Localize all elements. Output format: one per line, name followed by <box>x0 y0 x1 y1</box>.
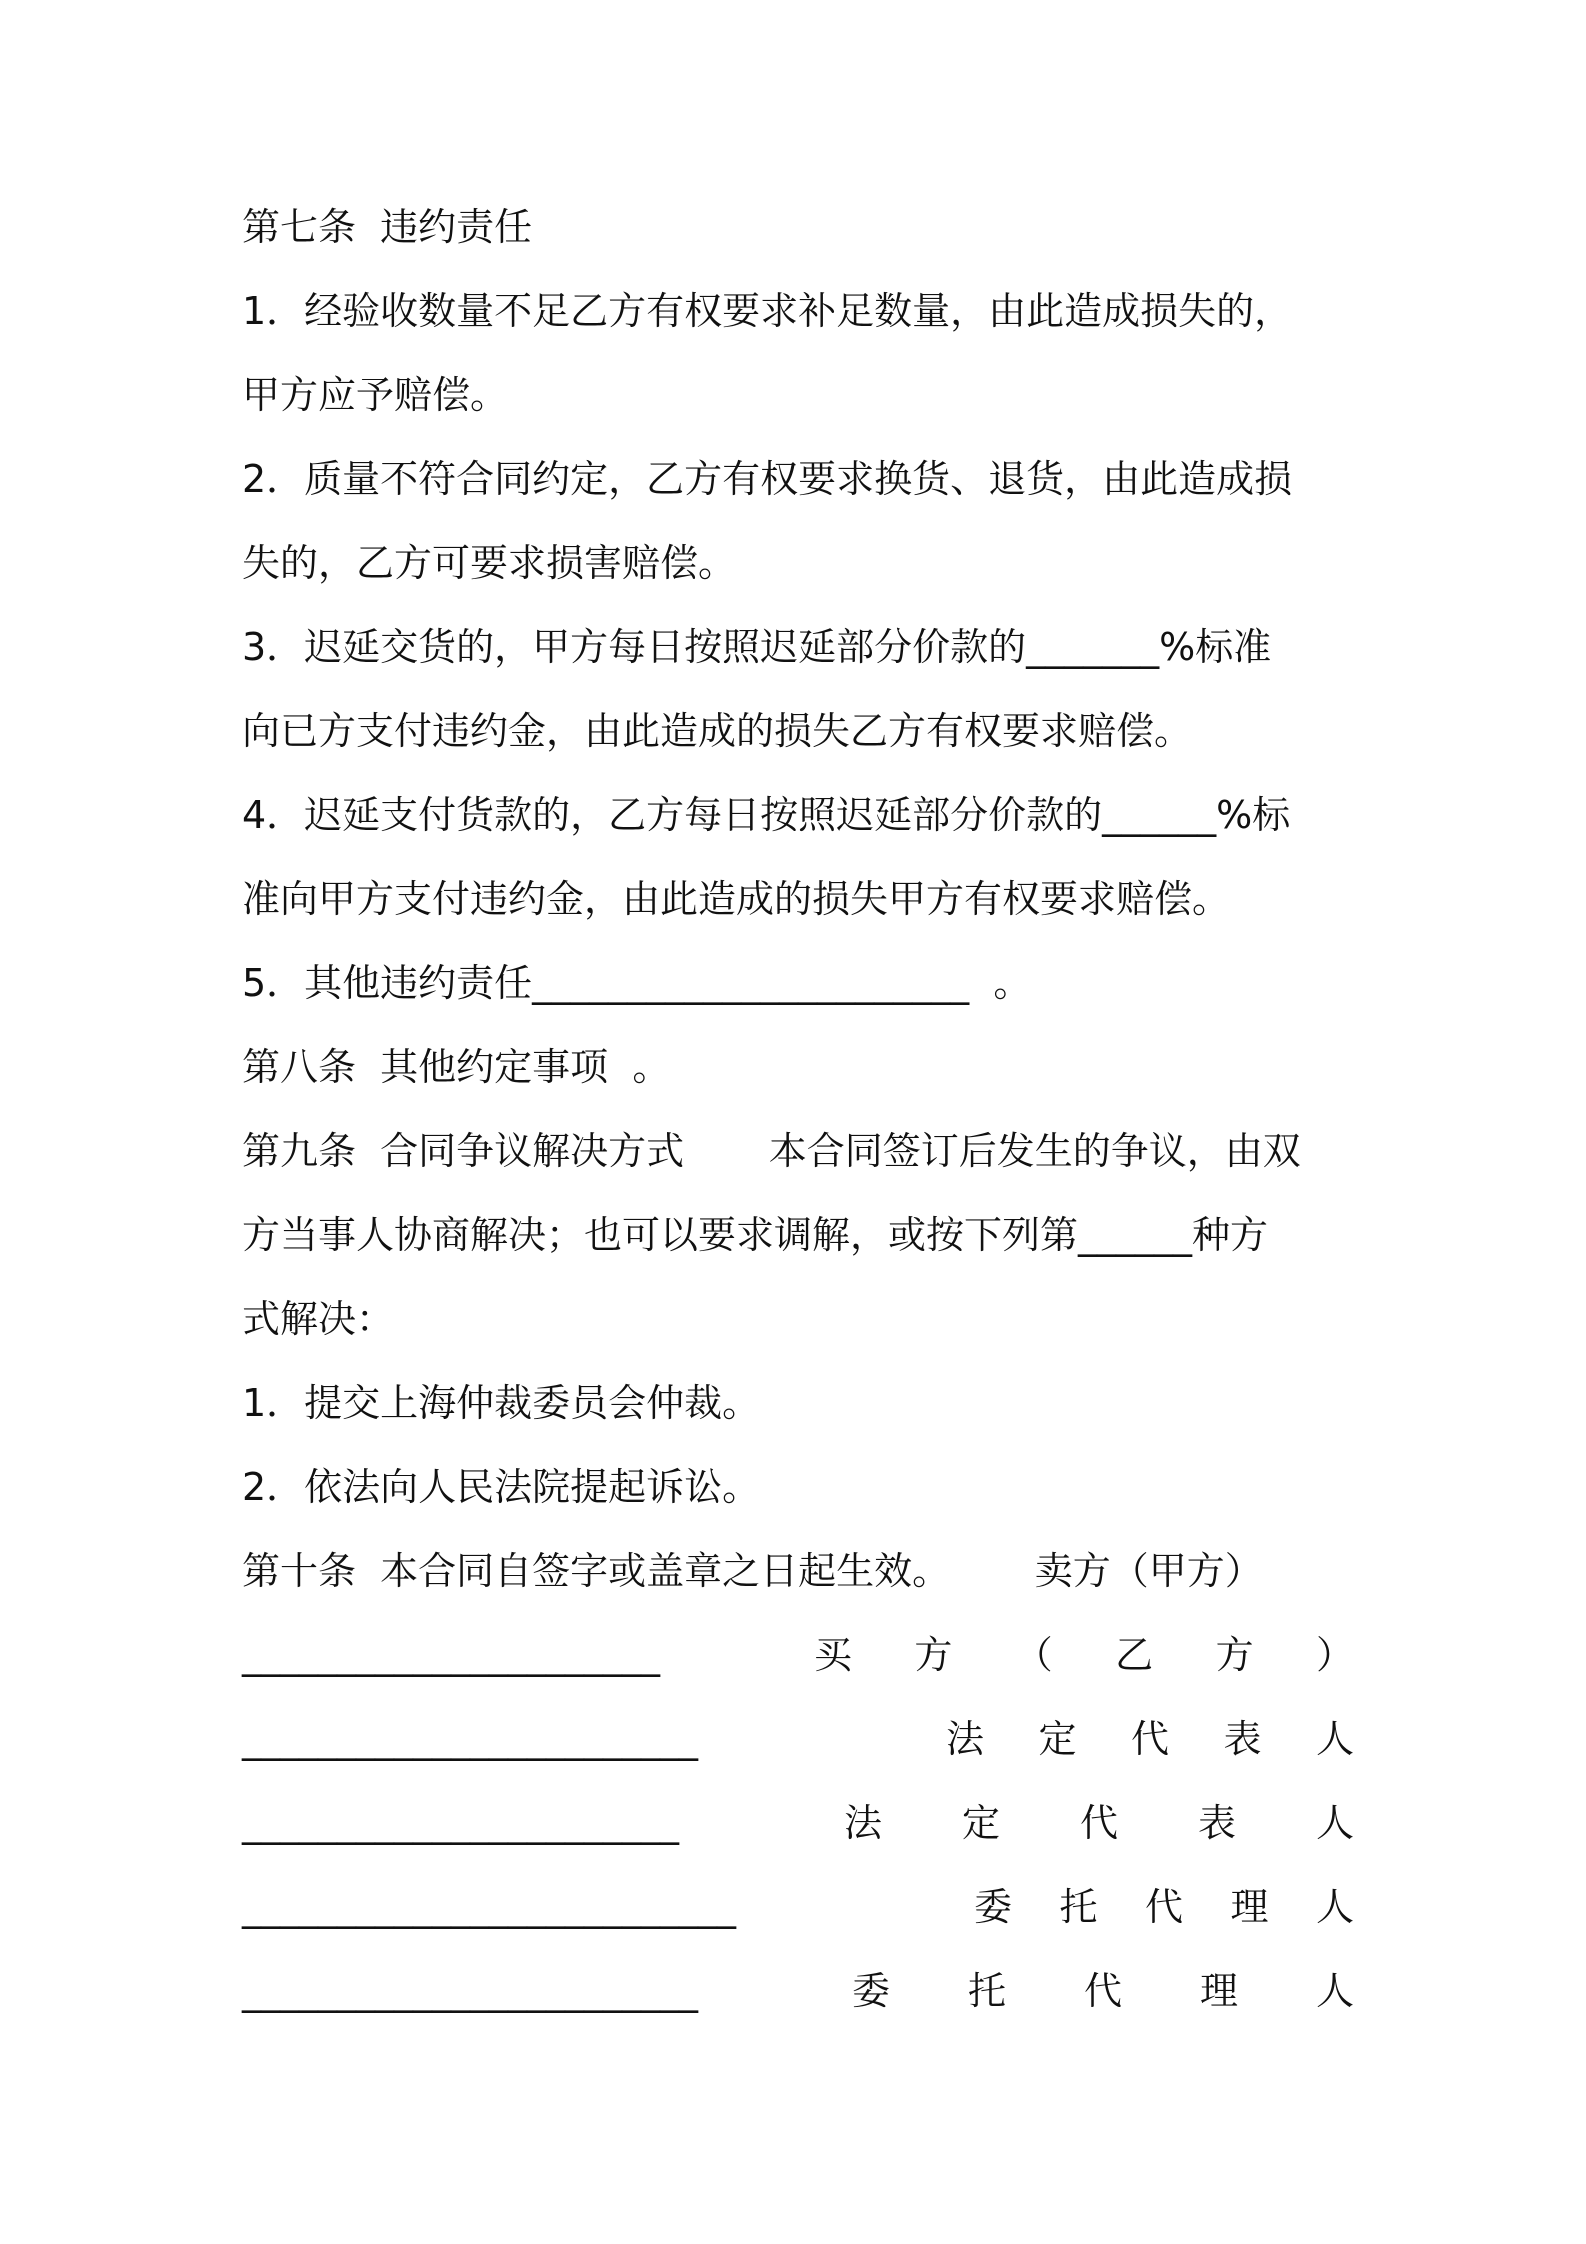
signature-row-agent-seller <box>242 1877 1354 1937</box>
article-7-heading: 第七条 违约责任 <box>242 205 533 249</box>
clause-7-4-line-2: 准向甲方支付违约金，由此造成的损失甲方有权要求赔偿。 <box>242 877 1231 921</box>
signature-row-agent-buyer <box>242 1961 1354 2021</box>
role-char: 人 <box>1315 1969 1354 2013</box>
clause-7-3-line-2: 向已方支付违约金，由此造成的损失乙方有权要求赔偿。 <box>242 709 1193 753</box>
clause-7-2-line-2: 失的，乙方可要求损害赔偿。 <box>242 541 737 585</box>
signature-role-agent <box>852 1961 1354 2021</box>
role-char: 理 <box>1230 1885 1269 1929</box>
article-8-heading: 第八条 其他约定事项 。 <box>242 1045 671 1089</box>
signature-row-legal-rep-seller <box>242 1709 1354 1769</box>
signature-role-buyer <box>814 1625 1354 1685</box>
article-9-line-2: 方当事人协商解决；也可以要求调解，或按下列第______种方 <box>242 1213 1269 1257</box>
signature-role-legal-rep <box>946 1709 1354 1769</box>
signature-blank: ______________________ <box>242 1633 660 1677</box>
signature-role-legal-rep <box>844 1793 1354 1853</box>
role-char: 人 <box>1315 1885 1354 1929</box>
role-char: ） <box>1315 1633 1354 1677</box>
role-char: 法 <box>844 1801 883 1845</box>
role-char: 乙 <box>1115 1633 1154 1677</box>
article-9-line-3: 式解决： <box>242 1297 395 1341</box>
role-char: 人 <box>1315 1717 1354 1761</box>
clause-7-5: 5．其他违约责任_______________________ 。 <box>242 961 1032 1005</box>
clause-7-2-line-1: 2．质量不符合同约定，乙方有权要求换货、退货，由此造成损 <box>242 457 1293 501</box>
signature-blank: _______________________ <box>242 1801 679 1845</box>
clause-7-1-line-1: 1．经验收数量不足乙方有权要求补足数量，由此造成损失的， <box>242 289 1293 333</box>
signature-blank: __________________________ <box>242 1885 736 1929</box>
role-char: 方 <box>914 1633 953 1677</box>
article-10-line: 第十条 本合同自签字或盖章之日起生效。 卖方（甲方） <box>242 1549 1263 1593</box>
role-char: 方 <box>1215 1633 1254 1677</box>
signature-blank: ________________________ <box>242 1717 698 1761</box>
signature-blank: ________________________ <box>242 1969 698 2013</box>
article-9-line-1: 第九条 合同争议解决方式 本合同签订后发生的争议，由双 <box>242 1129 1301 1173</box>
role-char: 代 <box>1079 1801 1118 1845</box>
clause-7-3-line-1: 3．迟延交货的，甲方每日按照迟延部分价款的_______%标准 <box>242 625 1272 669</box>
role-char: 人 <box>1315 1801 1354 1845</box>
role-char: 代 <box>1130 1717 1169 1761</box>
signature-row-legal-rep-buyer <box>242 1793 1354 1853</box>
role-char: 代 <box>1144 1885 1183 1929</box>
role-char: 定 <box>1038 1717 1077 1761</box>
role-char: 买 <box>814 1633 853 1677</box>
role-char: 表 <box>1223 1717 1262 1761</box>
role-char: （ <box>1014 1633 1053 1677</box>
role-char: 委 <box>852 1969 891 2013</box>
role-char: 委 <box>974 1885 1013 1929</box>
signature-role-agent <box>974 1877 1354 1937</box>
role-char: 托 <box>1059 1885 1098 1929</box>
role-char: 定 <box>961 1801 1000 1845</box>
role-char: 理 <box>1199 1969 1238 2013</box>
signature-row-buyer <box>242 1625 1354 1685</box>
role-char: 法 <box>946 1717 985 1761</box>
role-char: 托 <box>967 1969 1006 2013</box>
role-char: 表 <box>1197 1801 1236 1845</box>
clause-7-4-line-1: 4．迟延支付货款的，乙方每日按照迟延部分价款的______%标 <box>242 793 1291 837</box>
clause-9-2: 2．依法向人民法院提起诉讼。 <box>242 1465 761 1509</box>
role-char: 代 <box>1083 1969 1122 2013</box>
clause-9-1: 1．提交上海仲裁委员会仲裁。 <box>242 1381 761 1425</box>
clause-7-1-line-2: 甲方应予赔偿。 <box>242 373 509 417</box>
